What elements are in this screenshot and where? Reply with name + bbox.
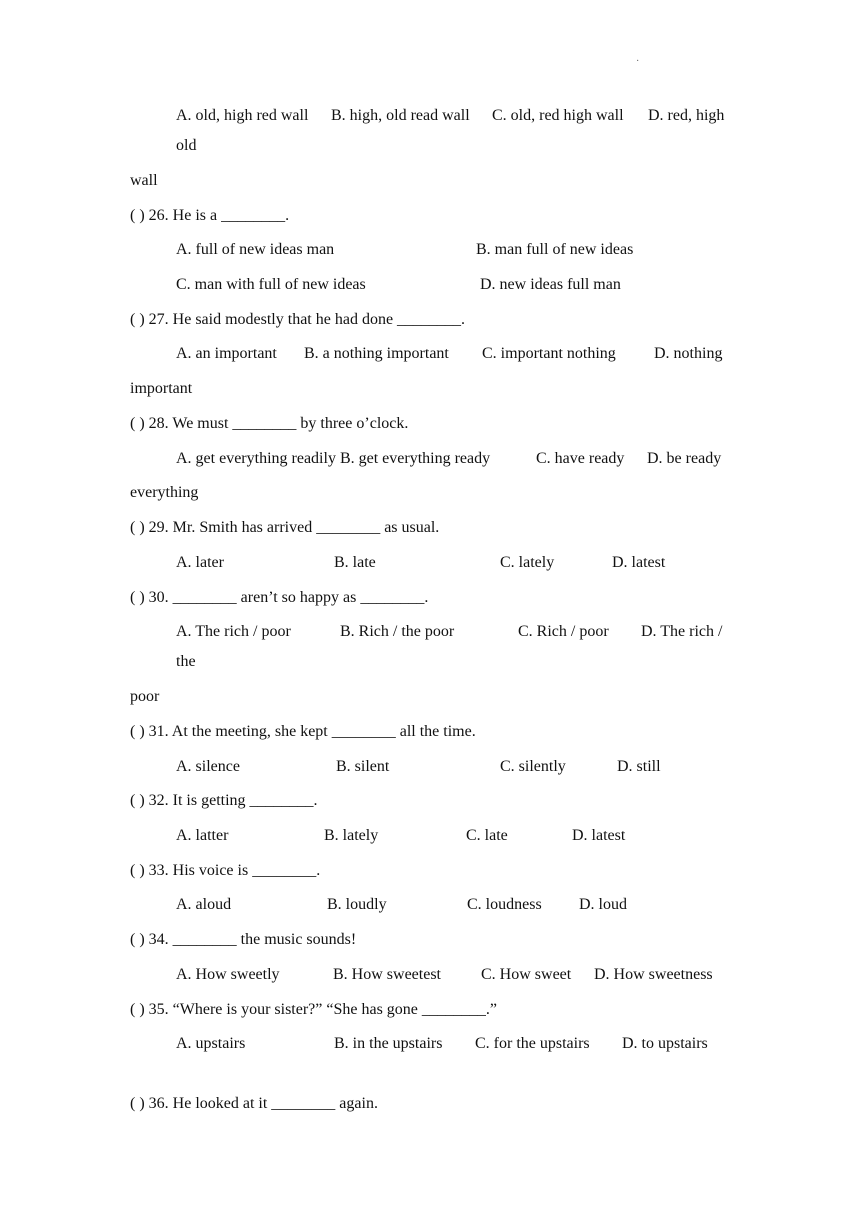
q32-option-d: D. latest [572, 827, 626, 844]
question-36: ( ) 36. He looked at it ________ again. [130, 1095, 378, 1112]
question-27: ( ) 27. He said modestly that he had done ________. [130, 311, 466, 328]
q30-option-wrap: the [176, 653, 196, 670]
q27-option-wrap: important [130, 380, 193, 397]
q27-option-d: D. nothing [654, 345, 723, 362]
q28-option-d: D. be ready [647, 450, 722, 467]
q30-option-wrap: poor [130, 688, 160, 705]
q33-option-b: B. loudly [327, 896, 387, 913]
q29-option-a: A. later [176, 554, 224, 571]
q26-option-c: C. man with full of new ideas [176, 276, 366, 293]
q27-option-a: A. an important [176, 345, 277, 362]
q35-option-a: A. upstairs [176, 1035, 246, 1052]
q27-option-b: B. a nothing important [304, 345, 449, 362]
q34-option-b: B. How sweetest [333, 966, 441, 983]
header-mark: · [636, 56, 640, 67]
q33-option-d: D. loud [579, 896, 627, 913]
q26-option-d: D. new ideas full man [480, 276, 621, 293]
question-26: ( ) 26. He is a ________. [130, 207, 290, 224]
q25-option-a: A. old, high red wall [176, 107, 309, 124]
q30-option-b: B. Rich / the poor [340, 623, 455, 640]
question-31: ( ) 31. At the meeting, she kept ________ all the time. [130, 723, 476, 740]
q30-option-c: C. Rich / poor [518, 623, 609, 640]
q26-option-a: A. full of new ideas man [176, 241, 335, 258]
q29-option-c: C. lately [500, 554, 555, 571]
q34-option-c: C. How sweet [481, 966, 572, 983]
q28-option-c: C. have ready [536, 450, 625, 467]
question-28: ( ) 28. We must ________ by three o’clock. [130, 415, 409, 432]
question-29: ( ) 29. Mr. Smith has arrived ________ as usual. [130, 519, 440, 536]
q31-option-c: C. silently [500, 758, 566, 775]
q28-option-wrap: everything [130, 484, 199, 501]
q25-option-c: C. old, red high wall [492, 107, 624, 124]
q25-option-wrap: wall [130, 172, 158, 189]
q28-option-ab: A. get everything readily B. get everything ready [176, 450, 491, 467]
q33-option-c: C. loudness [467, 896, 542, 913]
q35-option-b: B. in the upstairs [334, 1035, 443, 1052]
q32-option-c: C. late [466, 827, 508, 844]
q31-option-d: D. still [617, 758, 661, 775]
question-34: ( ) 34. ________ the music sounds! [130, 931, 357, 948]
q34-option-d: D. How sweetness [594, 966, 713, 983]
question-35: ( ) 35. “Where is your sister?” “She has gone ________.” [130, 1001, 497, 1018]
q25-option-b: B. high, old read wall [331, 107, 470, 124]
q35-option-d: D. to upstairs [622, 1035, 708, 1052]
q30-option-d: D. The rich / [641, 623, 723, 640]
q32-option-b: B. lately [324, 827, 379, 844]
q32-option-a: A. latter [176, 827, 229, 844]
q31-option-a: A. silence [176, 758, 240, 775]
question-30: ( ) 30. ________ aren’t so happy as ________. [130, 589, 429, 606]
q29-option-b: B. late [334, 554, 376, 571]
q33-option-a: A. aloud [176, 896, 232, 913]
question-33: ( ) 33. His voice is ________. [130, 862, 321, 879]
q30-option-a: A. The rich / poor [176, 623, 291, 640]
q31-option-b: B. silent [336, 758, 390, 775]
q29-option-d: D. latest [612, 554, 666, 571]
q26-option-b: B. man full of new ideas [476, 241, 634, 258]
q34-option-a: A. How sweetly [176, 966, 280, 983]
question-32: ( ) 32. It is getting ________. [130, 792, 318, 809]
q25-option-d: D. red, high [648, 107, 725, 124]
q27-option-c: C. important nothing [482, 345, 616, 362]
q25-option-wrap: old [176, 137, 197, 154]
q35-option-c: C. for the upstairs [475, 1035, 590, 1052]
